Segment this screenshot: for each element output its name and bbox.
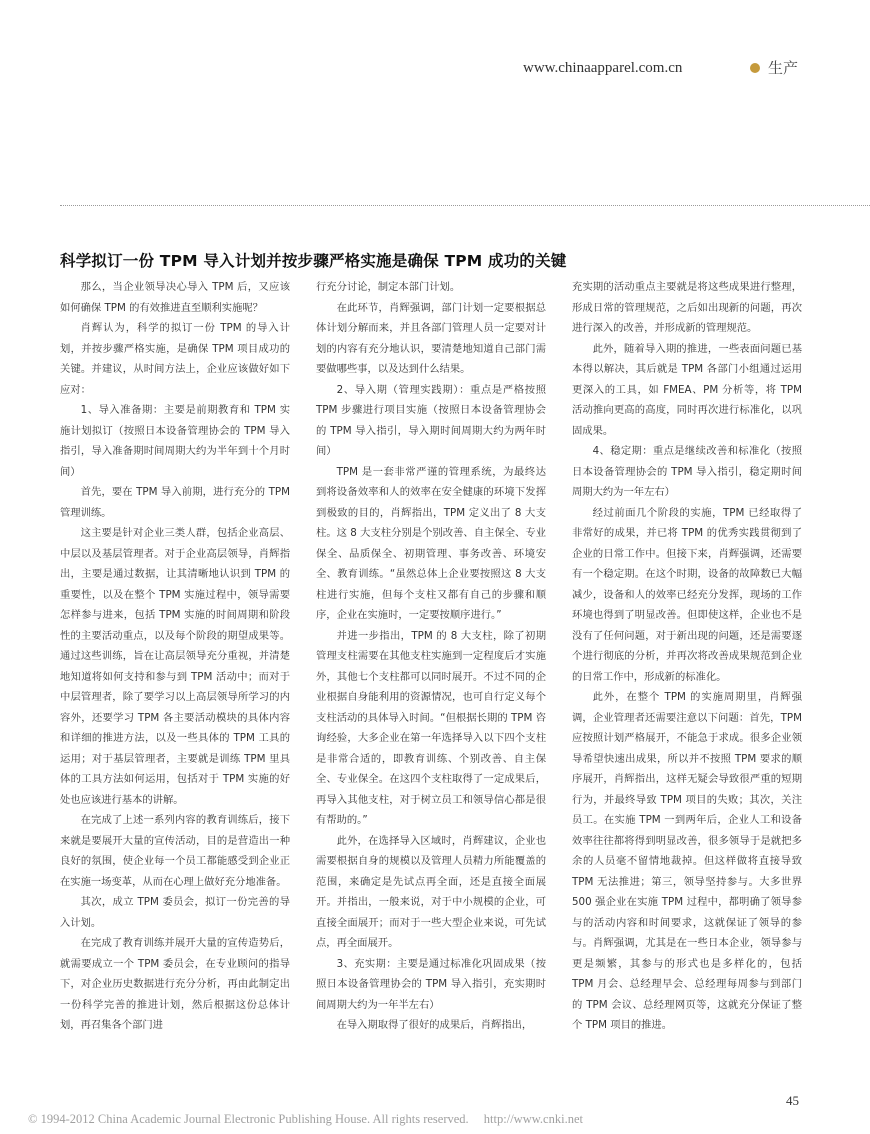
text-column-3 [572, 277, 802, 1036]
paragraph: 首先，要在 TPM 导入前期，进行充分的 TPM 管理训练。 [60, 486, 290, 519]
paragraph: 3、充实期：主要是通过标准化巩固成果（按照日本设备管理协会的 TPM 导入指引，充实期时间周期大约为一年半左右） [316, 957, 546, 1011]
paragraph: 充实期的活动重点主要就是将这些成果进行整理，形成日常的管理规范，之后如出现新的问题，再次进行深入的改善，并形成新的管理规范。 [572, 281, 802, 334]
paragraph: 肖辉认为，科学的拟订一份 TPM 的导入计划，并按步骤严格实施，是确保 TPM 项目成功的关键。并建议，从时间方法上，企业应该做好如下应对： [60, 322, 290, 396]
paragraph: 此外，在整个 TPM 的实施周期里，肖辉强调，企业管理者还需要注意以下问题：首先，TPM 应按照计划严格展开，不能急于求成。很多企业领导希望快速出成果，所以并不按照 TPM 要求的顺序展开，肖辉指出，这样无疑会导致很严重的短期行为，并最终导致 TPM 项目的失败；其次，关注员工。在实施 TPM 一到两年后，企业人工和设备效率往往都将得到明显改善，很多领导于是就把多余的人员毫不留情地裁掉。但这样做将直接导致 TPM 无法推进；第三，领导坚持参与。大多世界 500 强企业在实施 TPM 过程中，都明确了领导参与的活动内容和时间要求，这就保证了领导的参与。肖辉强调，尤其是在一些日本企业，领导参与更是频繁，其参与的形式也是多样化的，包括 TPM 月会、总经理早会、总经理每周参与到部门的 TPM 会议、总经理网页等，这就充分保证了整个 TPM 项目的推进。 [572, 691, 802, 1031]
page-number: 45 [786, 1093, 799, 1108]
article-title: 科学拟订一份 TPM 导入计划并按步骤严格实施是确保 TPM 成功的关键 [60, 252, 567, 270]
paragraph: 这主要是针对企业三类人群，包括企业高层、中层以及基层管理者。对于企业高层领导，肖辉指出，主要是通过数据，让其清晰地认识到 TPM 的重要性，以及在整个 TPM 实施过程中，领导需要怎样参与进来，包括 TPM 实施的时间周期和阶段性的主要活动重点，以及每个阶段的期望成果等。通过这些训练，旨在让高层领导充分重视，并清楚地知道将如何支持和参与到 TPM 活动中；而对于中层管理者，除了要学习以上高层领导所学习的内容外，还要学习 TPM 各主要活动模块的具体内容和详细的推进方法，以及一些具体的 TPM 工具的运用；对于基层管理者，主要就是训练 TPM 里具体的工具方法如何运用，包括对于 TPM 实施的好处也应该进行基本的讲解。 [60, 527, 290, 806]
paragraph: 并进一步指出，TPM 的 8 大支柱，除了初期管理支柱需要在其他支柱实施到一定程度后才实施外，其他七个支柱都可以同时展开。不过不同的企业根据自身能利用的资源情况，也可自行定义每个支柱活动的具体导入时间。“但根据长期的 TPM 咨询经验，大多企业在第一年选择导入以下四个支柱是非常合适的，即教育训练、个别改善、自主保全、专业保全。在这四个支柱取得了一定成果后，再导入其他支柱，对于树立员工和领导信心都是很有帮助的。” [316, 629, 546, 826]
paragraph: 1、导入准备期：主要是前期教育和 TPM 实施计划拟订（按照日本设备管理协会的 TPM 导入指引，导入准备期时间周期大约为半年到十个月时间） [60, 404, 290, 478]
paragraph: TPM 是一套非常严谨的管理系统，为最终达到将设备效率和人的效率在安全健康的环境下发挥到极致的目的，肖辉指出，TPM 定义出了 8 大支柱。这 8 大支柱分别是个别改善、自主保全、专业保全、品质保全、初期管理、事务改善、环境安全、教育训练。“虽然总体上企业要按照这 8 大支柱进行实施，但每个支柱又都有自己的步骤和顺序，企业在实施时，一定要按顺序进行。” [316, 465, 546, 621]
paragraph: 4、稳定期：重点是继续改善和标准化（按照日本设备管理协会的 TPM 导入指引，稳定期时间周期大约为一年左右） [572, 445, 802, 498]
copyright-text: © 1994-2012 China Academic Journal Electronic Publishing House. All rights reserved. [28, 1112, 469, 1126]
copyright-footer [28, 1112, 583, 1127]
paragraph: 行充分讨论，制定本部门计划。 [316, 281, 461, 293]
section-tag [750, 57, 798, 78]
paragraph: 其次，成立 TPM 委员会，拟订一份完善的导入计划。 [60, 896, 290, 929]
text-column-1 [60, 277, 290, 1036]
paragraph: 此外，随着导入期的推进，一些表面问题已基本得以解决，其后就是 TPM 各部门小组通过运用更深入的工具，如 FMEA、PM 分析等，将 TPM 活动推向更高的高度，同时再次进行标准化，以巩固成果。 [572, 342, 802, 437]
bullet-dot-icon [750, 63, 760, 73]
paragraph: 在完成了上述一系列内容的教育训练后，接下来就是要展开大量的宣传活动，目的是营造出一种良好的氛围，使企业每一个员工都能感受到企业正在实施一场变革，从而在心理上做好充分地准备。 [60, 814, 290, 888]
paragraph: 在此环节，肖辉强调，部门计划一定要根据总体计划分解而来，并且各部门管理人员一定要对计划的内容有充分地认识，要清楚地知道自己部门需要做哪些事，以及达到什么结果。 [316, 301, 546, 375]
paragraph: 经过前面几个阶段的实施，TPM 已经取得了非常好的成果，并已将 TPM 的优秀实践贯彻到了企业的日常工作中。但接下来，肖辉强调，还需要有一个稳定期。在这个时期，设备的故障数已大幅减少，设备和人的效率已经充分发挥，现场的工作环境也得到了明显改善。但即使这样，企业也不是没有了任何问题，对于新出现的问题，还是需要逐个进行彻底的分析，并再次将改善成果规范到企业的日常工作中，形成新的标准化。 [572, 506, 802, 683]
paragraph: 2、导入期（管理实践期）：重点是严格按照 TPM 步骤进行项目实施（按照日本设备管理协会的 TPM 导入指引，导入期时间周期大约为两年时间） [316, 383, 546, 457]
site-url: www.chinaapparel.com.cn [523, 60, 683, 76]
footer-site-url: http://www.cnki.net [483, 1112, 583, 1126]
section-label: 生产 [768, 59, 799, 77]
paragraph: 在导入期取得了很好的成果后，肖辉指出， [336, 1019, 533, 1031]
paragraph: 此外，在选择导入区域时，肖辉建议，企业也需要根据自身的规模以及管理人员精力所能覆盖的范围，来确定是先试点再全面，还是直接全面展开。并指出，一般来说，对于中小规模的企业，可直接全面展开；而对于一些大型企业来说，可先试点，再全面展开。 [316, 834, 546, 949]
paragraph: 那么，当企业领导决心导入 TPM 后，又应该如何确保 TPM 的有效推进直至顺利实施呢？ [60, 281, 290, 314]
text-column-2 [316, 277, 546, 1036]
paragraph: 在完成了教育训练并展开大量的宣传造势后，就需要成立一个 TPM 委员会，在专业顾问的指导下，对企业历史数据进行充分分析，再由此制定出一份科学完善的推进计划，然后根据这份总体计划，再召集各个部门进 [60, 937, 290, 1031]
dotted-divider [60, 205, 870, 206]
